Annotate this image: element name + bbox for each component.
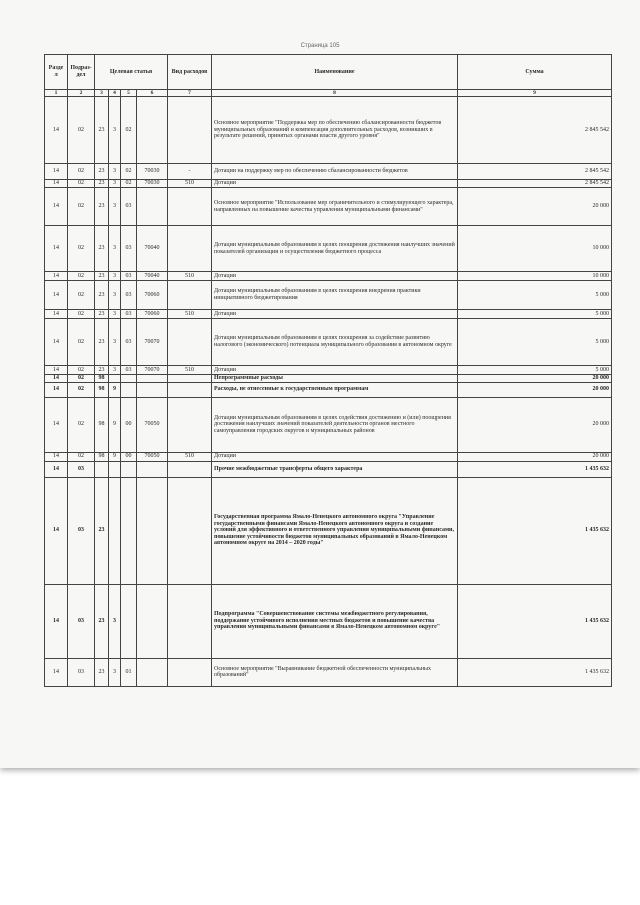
event-cell: 00 xyxy=(121,452,137,461)
column-number: 6 xyxy=(137,90,168,97)
expense-type-cell xyxy=(168,97,212,164)
event-cell: 02 xyxy=(121,180,137,188)
table-body xyxy=(45,97,612,687)
event-cell xyxy=(121,584,137,658)
section-cell: 14 xyxy=(45,584,68,658)
subprogram-cell: 3 xyxy=(109,272,121,281)
direction-cell xyxy=(137,382,168,397)
page-number: Страница 105 xyxy=(300,43,340,49)
program-cell: 23 xyxy=(95,281,109,310)
table-row xyxy=(45,319,612,366)
sum-cell: 5 000 xyxy=(458,366,612,375)
direction-cell: 70030 xyxy=(137,180,168,188)
event-cell: 03 xyxy=(121,366,137,375)
name-cell: Непрограммные расходы xyxy=(212,375,458,383)
direction-cell xyxy=(137,658,168,686)
column-number: 1 xyxy=(45,90,68,97)
subsection-cell: 03 xyxy=(68,584,95,658)
table-row xyxy=(45,97,612,164)
expense-type-cell xyxy=(168,226,212,272)
subsection-cell: 02 xyxy=(68,226,95,272)
section-cell: 14 xyxy=(45,366,68,375)
direction-cell: 70050 xyxy=(137,397,168,452)
subsection-cell: 03 xyxy=(68,461,95,477)
event-cell: 00 xyxy=(121,397,137,452)
program-cell: 23 xyxy=(95,310,109,319)
direction-cell: 70040 xyxy=(137,226,168,272)
name-cell: Дотации муниципальным образованиям в целях поощрения внедрения практики инициативного бюджетирования xyxy=(212,281,458,310)
table-row xyxy=(45,180,612,188)
event-cell: 03 xyxy=(121,188,137,226)
event-cell: 02 xyxy=(121,164,137,180)
direction-cell: 70060 xyxy=(137,281,168,310)
program-cell: 23 xyxy=(95,180,109,188)
expense-type-cell xyxy=(168,281,212,310)
program-cell: 23 xyxy=(95,164,109,180)
subsection-cell: 02 xyxy=(68,272,95,281)
subprogram-cell: 3 xyxy=(109,319,121,366)
subsection-cell: 02 xyxy=(68,180,95,188)
event-cell: 03 xyxy=(121,226,137,272)
column-number: 3 xyxy=(95,90,109,97)
name-cell: Основное мероприятие "Использование мер ограничительного и стимулирующего характера, направленных на повышение качества управления муниципальными финансами" xyxy=(212,188,458,226)
sum-cell: 1 435 632 xyxy=(458,584,612,658)
column-number: 7 xyxy=(168,90,212,97)
table-row xyxy=(45,281,612,310)
column-number: 2 xyxy=(68,90,95,97)
table-row xyxy=(45,452,612,461)
program-cell: 23 xyxy=(95,226,109,272)
column-number-row xyxy=(45,90,612,97)
section-cell: 14 xyxy=(45,375,68,383)
subprogram-cell: 3 xyxy=(109,226,121,272)
expense-type-cell xyxy=(168,375,212,383)
name-cell: Дотации муниципальным образованиям в целях содействия достижению и (или) поощрения достижения наилучших значений показателей деятельности органов местного самоуправления городских округов и муниципальных районов xyxy=(212,397,458,452)
subprogram-cell: 3 xyxy=(109,97,121,164)
sum-cell: 1 435 632 xyxy=(458,477,612,584)
subsection-cell: 03 xyxy=(68,658,95,686)
section-cell: 14 xyxy=(45,97,68,164)
subsection-cell: 02 xyxy=(68,452,95,461)
subsection-cell: 02 xyxy=(68,366,95,375)
section-cell: 14 xyxy=(45,226,68,272)
table-row xyxy=(45,226,612,272)
sum-cell: 20 000 xyxy=(458,382,612,397)
expense-type-cell xyxy=(168,397,212,452)
expense-type-cell xyxy=(168,461,212,477)
sum-cell: 5 000 xyxy=(458,310,612,319)
expense-type-cell xyxy=(168,658,212,686)
sum-cell: 10 000 xyxy=(458,226,612,272)
table-row xyxy=(45,397,612,452)
section-cell: 14 xyxy=(45,477,68,584)
subprogram-cell: 3 xyxy=(109,310,121,319)
subprogram-cell xyxy=(109,477,121,584)
name-cell: Дотации муниципальным образованиям в целях поощрения за содействие развитию налогового (экономического) потенциала муниципального образования в автономном округе xyxy=(212,319,458,366)
name-cell: Дотации xyxy=(212,310,458,319)
table-row xyxy=(45,477,612,584)
program-cell: 23 xyxy=(95,188,109,226)
expense-type-cell: 510 xyxy=(168,272,212,281)
header-subsection: Подраз- дел xyxy=(68,55,95,90)
section-cell: 14 xyxy=(45,310,68,319)
program-cell: 98 xyxy=(95,452,109,461)
program-cell: 98 xyxy=(95,375,109,383)
program-cell: 23 xyxy=(95,477,109,584)
table-row xyxy=(45,310,612,319)
expense-type-cell xyxy=(168,382,212,397)
event-cell: 02 xyxy=(121,97,137,164)
expense-type-cell: 510 xyxy=(168,180,212,188)
header-target-article: Целевая статья xyxy=(95,55,168,90)
column-number: 8 xyxy=(212,90,458,97)
expense-type-cell: 510 xyxy=(168,366,212,375)
subprogram-cell: 3 xyxy=(109,164,121,180)
direction-cell: 70050 xyxy=(137,452,168,461)
section-cell: 14 xyxy=(45,180,68,188)
event-cell xyxy=(121,461,137,477)
table-row xyxy=(45,382,612,397)
expense-type-cell: 510 xyxy=(168,310,212,319)
name-cell: Государственная программа Ямало-Ненецкого автономного округа "Управление государственными финансами Ямало-Ненецкого автономного округа и создание условий для эффективного и ответственного управления муниципальными финансами, повышение устойчивости бюджетов муниципальных образований в Ямало-Ненецком автономном округе на 2014 – 2020 годы" xyxy=(212,477,458,584)
direction-cell: 70060 xyxy=(137,310,168,319)
budget-table xyxy=(44,54,612,687)
subsection-cell: 02 xyxy=(68,382,95,397)
expense-type-cell xyxy=(168,584,212,658)
subsection-cell: 03 xyxy=(68,477,95,584)
header-expense-type: Вид расходов xyxy=(168,55,212,90)
subprogram-cell: 9 xyxy=(109,397,121,452)
sum-cell: 20 000 xyxy=(458,397,612,452)
header-sum: Сумма xyxy=(458,55,612,90)
direction-cell: 70040 xyxy=(137,272,168,281)
subsection-cell: 02 xyxy=(68,319,95,366)
subsection-cell: 02 xyxy=(68,97,95,164)
sum-cell: 2 845 542 xyxy=(458,180,612,188)
header-name: Наименование xyxy=(212,55,458,90)
direction-cell xyxy=(137,188,168,226)
subsection-cell: 02 xyxy=(68,188,95,226)
expense-type-cell: 510 xyxy=(168,452,212,461)
program-cell: 23 xyxy=(95,366,109,375)
header-row xyxy=(45,55,612,90)
program-cell: 23 xyxy=(95,584,109,658)
column-number: 5 xyxy=(121,90,137,97)
table-row xyxy=(45,366,612,375)
expense-type-cell xyxy=(168,477,212,584)
header-section: Разде л xyxy=(45,55,68,90)
event-cell: 01 xyxy=(121,658,137,686)
subsection-cell: 02 xyxy=(68,281,95,310)
name-cell: Дотации на поддержку мер по обеспечению сбалансированности бюджетов xyxy=(212,164,458,180)
section-cell: 14 xyxy=(45,461,68,477)
event-cell: 03 xyxy=(121,281,137,310)
direction-cell: 70070 xyxy=(137,366,168,375)
subsection-cell: 02 xyxy=(68,310,95,319)
section-cell: 14 xyxy=(45,382,68,397)
column-number: 4 xyxy=(109,90,121,97)
sum-cell: 2 845 542 xyxy=(458,97,612,164)
event-cell: 03 xyxy=(121,319,137,366)
subprogram-cell: 3 xyxy=(109,366,121,375)
subprogram-cell: 3 xyxy=(109,188,121,226)
direction-cell xyxy=(137,97,168,164)
name-cell: Дотации xyxy=(212,366,458,375)
sum-cell: 2 845 542 xyxy=(458,164,612,180)
program-cell: 98 xyxy=(95,397,109,452)
sum-cell: 1 435 632 xyxy=(458,658,612,686)
direction-cell xyxy=(137,375,168,383)
program-cell: 23 xyxy=(95,97,109,164)
sum-cell: 5 000 xyxy=(458,319,612,366)
expense-type-cell xyxy=(168,188,212,226)
subprogram-cell: 3 xyxy=(109,281,121,310)
column-number: 9 xyxy=(458,90,612,97)
table-row xyxy=(45,272,612,281)
section-cell: 14 xyxy=(45,281,68,310)
sum-cell: 5 000 xyxy=(458,281,612,310)
subprogram-cell xyxy=(109,461,121,477)
subprogram-cell: 9 xyxy=(109,452,121,461)
name-cell: Подпрограмма "Совершенствование системы межбюджетного регулирования, поддержание устойчивого исполнения местных бюджетов и повышение качества управления муниципальными финансами в Ямало-Ненецком автономном округе" xyxy=(212,584,458,658)
name-cell: Дотации xyxy=(212,452,458,461)
table-row xyxy=(45,658,612,686)
table-row xyxy=(45,188,612,226)
section-cell: 14 xyxy=(45,397,68,452)
direction-cell xyxy=(137,477,168,584)
direction-cell: 70030 xyxy=(137,164,168,180)
name-cell: Расходы, не отнесенные к государственным программам xyxy=(212,382,458,397)
section-cell: 14 xyxy=(45,272,68,281)
event-cell xyxy=(121,375,137,383)
direction-cell xyxy=(137,461,168,477)
table-row xyxy=(45,461,612,477)
sum-cell: 20 000 xyxy=(458,188,612,226)
event-cell: 03 xyxy=(121,310,137,319)
event-cell xyxy=(121,382,137,397)
direction-cell xyxy=(137,584,168,658)
subsection-cell: 02 xyxy=(68,375,95,383)
name-cell: Основное мероприятие "Выравнивание бюджетной обеспеченности муниципальных образований" xyxy=(212,658,458,686)
subprogram-cell: 3 xyxy=(109,658,121,686)
expense-type-cell xyxy=(168,319,212,366)
table-row xyxy=(45,375,612,383)
section-cell: 14 xyxy=(45,658,68,686)
program-cell xyxy=(95,461,109,477)
subsection-cell: 02 xyxy=(68,164,95,180)
subsection-cell: 02 xyxy=(68,397,95,452)
section-cell: 14 xyxy=(45,319,68,366)
subprogram-cell xyxy=(109,375,121,383)
section-cell: 14 xyxy=(45,188,68,226)
sum-cell: 1 435 632 xyxy=(458,461,612,477)
direction-cell: 70070 xyxy=(137,319,168,366)
section-cell: 14 xyxy=(45,164,68,180)
sum-cell: 10 000 xyxy=(458,272,612,281)
event-cell: 03 xyxy=(121,272,137,281)
program-cell: 98 xyxy=(95,382,109,397)
name-cell: Дотации xyxy=(212,272,458,281)
subprogram-cell: 9 xyxy=(109,382,121,397)
subprogram-cell: 3 xyxy=(109,180,121,188)
sum-cell: 20 000 xyxy=(458,452,612,461)
sum-cell: 20 000 xyxy=(458,375,612,383)
name-cell: Основное мероприятие "Поддержка мер по обеспечению сбалансированности бюджетов муниципальных образований и компенсация дополнительных расходов, возникших в результате решений, принятых органами власти другого уровня" xyxy=(212,97,458,164)
program-cell: 23 xyxy=(95,272,109,281)
name-cell: Дотации муниципальным образованиям в целях поощрения достижения наилучших значений показателей организации и осуществления бюджетного процесса xyxy=(212,226,458,272)
section-cell: 14 xyxy=(45,452,68,461)
table-row xyxy=(45,584,612,658)
table-row xyxy=(45,164,612,180)
name-cell: Дотации xyxy=(212,180,458,188)
subprogram-cell: 3 xyxy=(109,584,121,658)
program-cell: 23 xyxy=(95,319,109,366)
event-cell xyxy=(121,477,137,584)
program-cell: 23 xyxy=(95,658,109,686)
name-cell: Прочие межбюджетные трансферты общего характера xyxy=(212,461,458,477)
expense-type-cell: - xyxy=(168,164,212,180)
